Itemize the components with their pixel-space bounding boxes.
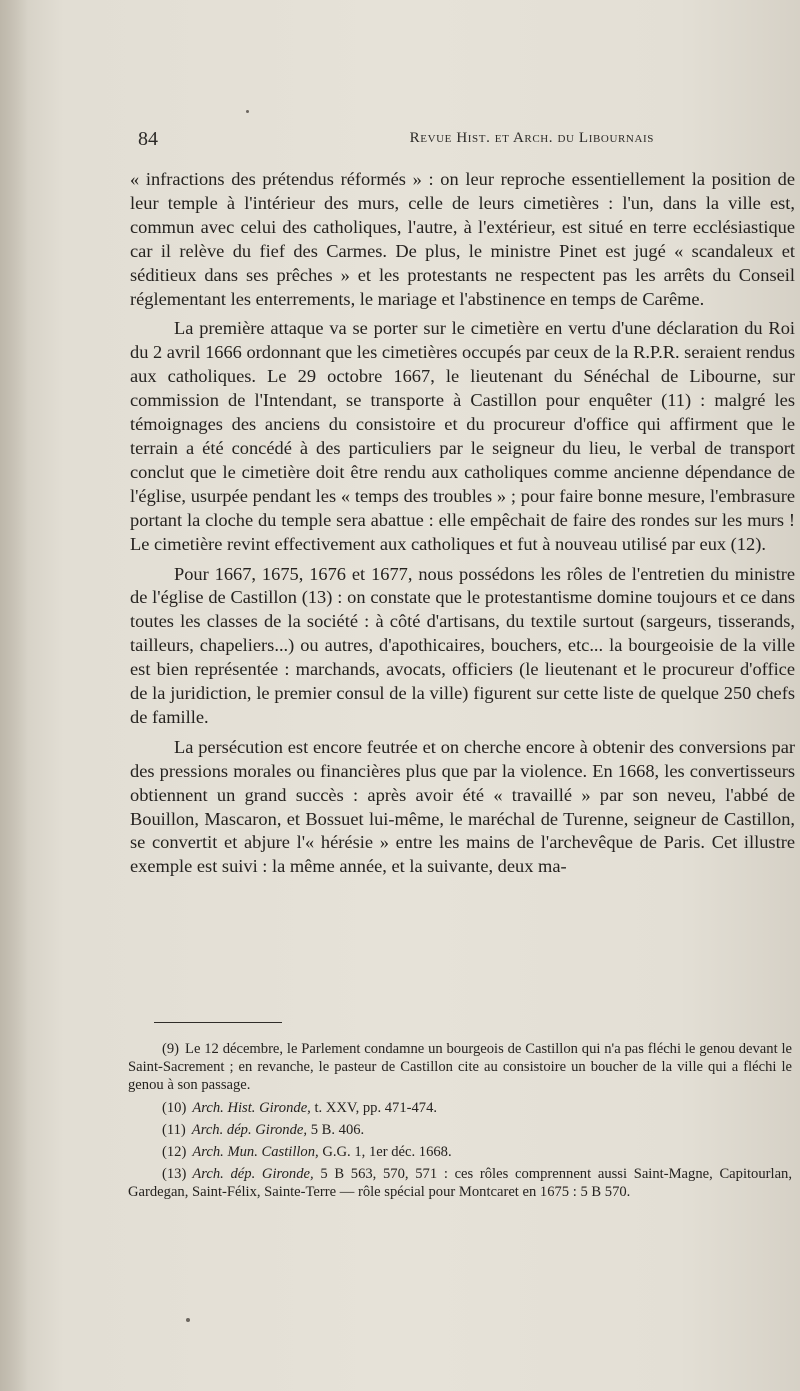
footnote-source: Arch. dép. Gironde, [192, 1166, 314, 1183]
footnote-text: 5 B 563, 570, 571 : ces rôles comprennent aussi Saint-Magne, Capitourlan, Gardegan, Saint-Félix, Sainte-Terre — rôle spécial pour Montcaret en 1675 : 5 B 570. [128, 1166, 792, 1201]
paragraph-3: Pour 1667, 1675, 1676 et 1677, nous possédons les rôles de l'entretien du ministre de l'église de Castillon (13) : on constate que le protestantisme domine toujours et ce dans toutes les classes de la société : à côté d'artisans, du textile surtout (sargeurs, tisserands, tailleurs, chapeliers...) ou autres, d'apothicaires, bouchers, etc... la bourgeoisie de la ville est bien représentée : marchands, avocats, officiers (le lieutenant et le procureur d'office de la juridiction, le premier consul de la ville) figurent sur cette liste de quelque 250 chefs de famille. [130, 563, 795, 727]
paragraph-4: La persécution est encore feutrée et on cherche encore à obtenir des conversions par des pressions morales ou financières plus que par la violence. En 1668, les convertisseurs obtiennent un grand succès : après avoir été « travaillé » par son neveu, l'abbé de Bouillon, Mascaron, et Bossuet lui-même, le maréchal de Turenne, seigneur de Castillon, se convertit et abjure l'« hérésie » entre les mains de l'archevêque de Paris. Cet illustre exemple est suivi : la même année, et la suivante, deux ma- [130, 736, 795, 877]
page-header [138, 128, 654, 154]
footnote-9 [128, 1040, 792, 1095]
page-edge-shadow [0, 0, 28, 1391]
footnote-text: Le 12 décembre, le Parlement condamne un bourgeois de Castillon qui n'a pas fléchi le genou devant le Saint-Sacrement ; en revanche, le pasteur de Castillon cite au consistoire un boucher de la ville qui a fléchi le genou à son passage. [128, 1041, 792, 1094]
running-title: Revue Hist. et Arch. du Libournais [409, 130, 654, 146]
footnote-source: Arch. dép. Gironde, [191, 1121, 308, 1138]
footnote-number: (10) [162, 1099, 187, 1116]
footnote-number: (9) [162, 1041, 180, 1057]
footnote-text: 5 B. 406. [310, 1121, 365, 1138]
footnotes [128, 1040, 792, 1206]
footnote-source: Arch. Hist. Gironde, [192, 1099, 311, 1116]
footnote-12 [128, 1143, 792, 1161]
footnote-text: G.G. 1, 1er déc. 1668. [322, 1144, 452, 1161]
footnote-number: (11) [162, 1121, 186, 1138]
footnote-10 [128, 1099, 792, 1117]
footnote-number: (12) [162, 1144, 187, 1161]
paper-speck [246, 110, 249, 113]
footnote-rule [154, 1022, 282, 1023]
footnote-13 [128, 1165, 792, 1201]
footnote-source: Arch. Mun. Castillon, [192, 1144, 319, 1161]
body-text [130, 168, 795, 879]
page-number: 84 [138, 128, 158, 150]
footnote-text: t. XXV, pp. 471-474. [314, 1099, 438, 1116]
footnote-11 [128, 1121, 792, 1139]
footnote-number: (13) [162, 1166, 187, 1183]
paragraph-2: La première attaque va se porter sur le cimetière en vertu d'une déclaration du Roi du 2 avril 1666 ordonnant que les cimetières occupés par ceux de la R.P.R. seraient rendus aux catholiques. Le 29 octobre 1667, le lieutenant du Sénéchal de Libourne, sur commission de l'Intendant, se transporte à Castillon pour enquêter (11) : malgré les témoignages des anciens du consistoire et du procureur d'office qui affirment que le terrain a été concédé à des particuliers par le seigneur du lieu, le verbal de transport conclut que le cimetière doit être rendu aux catholiques comme ancienne dépendance de l'église, usurpée pendant les « temps des troubles » ; pour faire bonne mesure, l'embrasure portant la cloche du temple sera abattue : elle empêchait de faire des rondes sur les murs ! Le cimetière revint effectivement aux catholiques et fut à nouveau utilisé par eux (12). [130, 318, 795, 554]
paper-speck [186, 1318, 190, 1322]
paragraph-1: « infractions des prétendus réformés » : on leur reproche essentiellement la position de leur temple à l'intérieur des murs, celle de leurs cimetières : l'un, dans la ville est, commun avec celui des catholiques, l'autre, à l'extérieur, est situé en terre ecclésiastique car il relève du fief des Carmes. De plus, le ministre Pinet est jugé « scandaleux et séditieux dans ses prêches » et les protestants ne respectent pas les arrêts du Conseil réglementant les enterrements, le mariage et l'abstinence en temps de Carême. [130, 169, 795, 309]
